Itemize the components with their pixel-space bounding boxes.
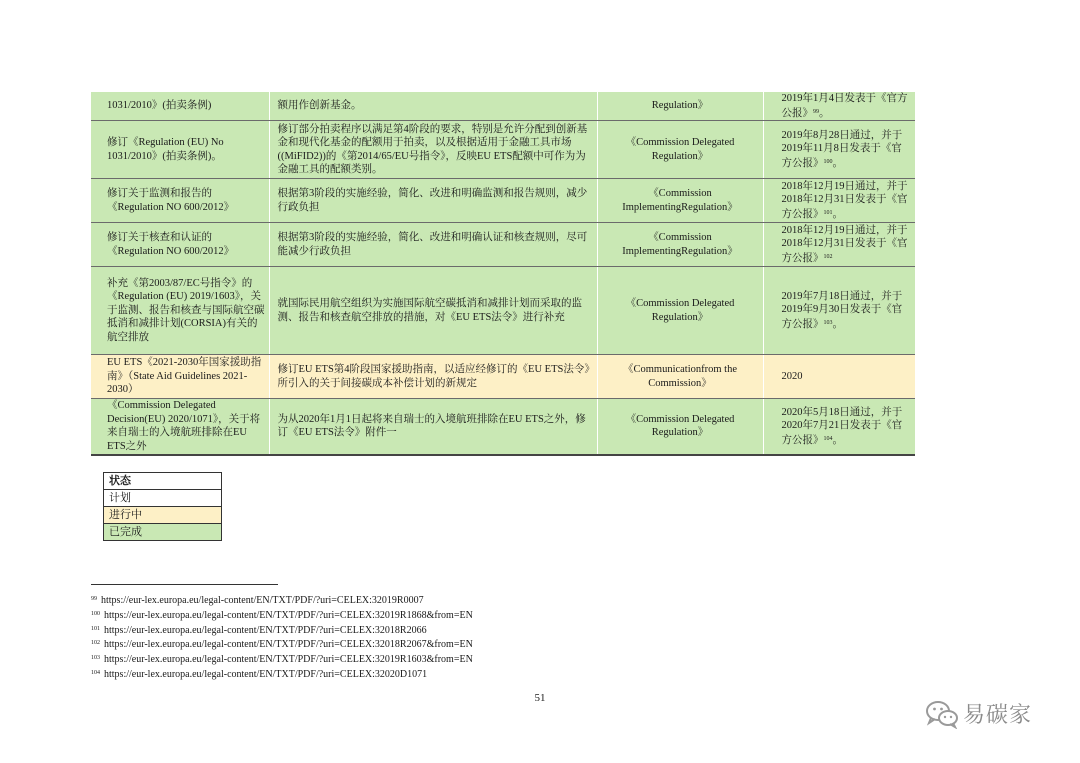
footnote-ref[interactable]: 104 xyxy=(823,435,833,442)
description-cell: 修订EU ETS第4阶段国家援助指南，以适应经修订的《EU ETS法令》所引入的关于间接碳成本补偿计划的新规定 xyxy=(269,355,597,399)
legend-completed: 已完成 xyxy=(104,523,221,540)
footnote-ref[interactable]: 100 xyxy=(823,158,833,165)
legend-in-progress: 进行中 xyxy=(104,506,221,523)
table-row xyxy=(91,179,915,223)
legend-title: 状态 xyxy=(104,473,221,489)
footnote-link[interactable]: https://eur-lex.europa.eu/legal-content/EN/TXT/PDF/?uri=CELEX:32019R1868&from=EN xyxy=(104,609,473,621)
date-text: 2018年12月19日通过，并于2018年12月31日发表于《官方公报》 xyxy=(781,180,908,220)
footnote-number: 104 xyxy=(91,669,100,676)
wechat-icon xyxy=(925,699,959,729)
footnote-ref[interactable]: 102 xyxy=(823,253,833,260)
footnote-link[interactable]: https://eur-lex.europa.eu/legal-content/EN/TXT/PDF/?uri=CELEX:32020D1071 xyxy=(104,668,428,680)
regulation-table xyxy=(91,92,915,456)
page-number: 51 xyxy=(534,692,546,704)
regulation-cell: 修订关于核查和认证的《Regulation NO 600/2012》 xyxy=(91,223,269,267)
date-tail: 。 xyxy=(832,157,843,169)
date-tail: 。 xyxy=(832,318,843,330)
footnote-item xyxy=(91,608,473,623)
regulation-cell: 1031/2010》(拍卖条例) xyxy=(91,92,269,121)
date-tail: 。 xyxy=(819,107,830,119)
date-cell xyxy=(763,179,915,223)
date-text: 2018年12月19日通过，并于2018年12月31日发表于《官方公报》 xyxy=(781,224,908,264)
footnote-number: 100 xyxy=(91,610,100,617)
regulation-cell: 补充《第2003/87/EC号指令》的《Regulation (EU) 2019/1603》，关于监测、报告和核查与国际航空碳抵消和减排计划(CORSIA)有关的航空排放 xyxy=(91,267,269,355)
footnote-link[interactable]: https://eur-lex.europa.eu/legal-content/EN/TXT/PDF/?uri=CELEX:32019R1603&from=EN xyxy=(104,654,473,666)
table-row xyxy=(91,223,915,267)
date-cell xyxy=(763,267,915,355)
watermark xyxy=(925,698,1032,729)
footnote-item xyxy=(91,593,473,608)
description-cell: 根据第3阶段的实施经验，简化、改进和明确监测和报告规则，减少行政负担 xyxy=(269,179,597,223)
footnotes xyxy=(91,593,473,682)
description-cell: 为从2020年1月1日起将来自瑞士的入境航班排除在EU ETS之外，修订《EU ETS法令》附件一 xyxy=(269,399,597,455)
date-text: 2019年1月4日发表于《官方公报》 xyxy=(781,93,908,119)
footnote-number: 103 xyxy=(91,655,100,662)
date-text: 2019年7月18日通过，并于2019年9月30日发表于《官方公报》 xyxy=(781,290,903,330)
footnote-item xyxy=(91,623,473,638)
footnote-link[interactable]: https://eur-lex.europa.eu/legal-content/EN/TXT/PDF/?uri=CELEX:32019R0007 xyxy=(101,595,424,606)
date-text: 2019年8月28日通过，并于2019年11月8日发表于《官方公报》 xyxy=(781,129,903,169)
table-row xyxy=(91,92,915,121)
footnote-number: 101 xyxy=(91,625,100,632)
description-cell: 修订部分拍卖程序以满足第4阶段的要求，特别是允许分配到创新基金和现代化基金的配额用于拍卖，以及根据适用于金融工具市场((MiFID2))的《第2014/65/EU号指令》，反映EU ETS配额中可作为为金融工具的配额类别。 xyxy=(269,121,597,179)
legend-planned: 计划 xyxy=(104,489,221,506)
description-cell: 根据第3阶段的实施经验，简化、改进和明确认证和核查规则，尽可能减少行政负担 xyxy=(269,223,597,267)
instrument-cell: 《Commission ImplementingRegulation》 xyxy=(597,223,763,267)
footnote-link[interactable]: https://eur-lex.europa.eu/legal-content/EN/TXT/PDF/?uri=CELEX:32018R2066 xyxy=(104,624,427,636)
regulation-cell: 修订关于监测和报告的《Regulation NO 600/2012》 xyxy=(91,179,269,223)
regulation-cell: 修订《Regulation (EU) No 1031/2010》(拍卖条例)。 xyxy=(91,121,269,179)
date-text: 2020 xyxy=(781,371,803,383)
instrument-cell: 《Commission ImplementingRegulation》 xyxy=(597,179,763,223)
table-row xyxy=(91,355,915,399)
status-legend xyxy=(103,472,222,541)
date-cell xyxy=(763,121,915,179)
instrument-cell: 《Communicationfrom the Commission》 xyxy=(597,355,763,399)
footnote-divider xyxy=(91,584,278,585)
instrument-cell: 《Commission Delegated Regulation》 xyxy=(597,121,763,179)
watermark-text: 易碳家 xyxy=(963,703,1033,728)
footnote-ref[interactable]: 103 xyxy=(823,319,833,326)
regulation-cell: 《Commission Delegated Decision(EU) 2020/1071》，关于将来自瑞士的入境航班排除在EU ETS之外 xyxy=(91,399,269,455)
footnote-item xyxy=(91,667,473,682)
footnote-item xyxy=(91,652,473,667)
description-cell: 就国际民用航空组织为实施国际航空碳抵消和减排计划而采取的监测、报告和核查航空排放的措施，对《EU ETS法令》进行补充 xyxy=(269,267,597,355)
date-tail: 。 xyxy=(832,208,843,220)
instrument-cell: 《Commission Delegated Regulation》 xyxy=(597,399,763,455)
footnote-number: 102 xyxy=(91,640,100,647)
instrument-cell: 《Commission Delegated Regulation》 xyxy=(597,267,763,355)
table-row xyxy=(91,267,915,355)
date-cell xyxy=(763,399,915,455)
date-text: 2020年5月18日通过，并于2020年7月21日发表于《官方公报》 xyxy=(781,406,903,446)
footnote-ref[interactable]: 101 xyxy=(823,209,833,216)
footnote-number: 99 xyxy=(91,596,97,602)
instrument-cell: Regulation》 xyxy=(597,92,763,121)
date-cell xyxy=(763,92,915,121)
footnote-link[interactable]: https://eur-lex.europa.eu/legal-content/EN/TXT/PDF/?uri=CELEX:32018R2067&from=EN xyxy=(104,639,473,651)
table-row xyxy=(91,399,915,455)
description-cell: 额用作创新基金。 xyxy=(269,92,597,121)
date-cell xyxy=(763,223,915,267)
footnote-item xyxy=(91,637,473,652)
date-tail: 。 xyxy=(832,434,843,446)
footnote-ref[interactable]: 99 xyxy=(813,108,819,115)
date-cell xyxy=(763,355,915,399)
regulation-cell: EU ETS《2021-2030年国家援助指南》（State Aid Guidelines 2021-2030） xyxy=(91,355,269,399)
table-row xyxy=(91,121,915,179)
